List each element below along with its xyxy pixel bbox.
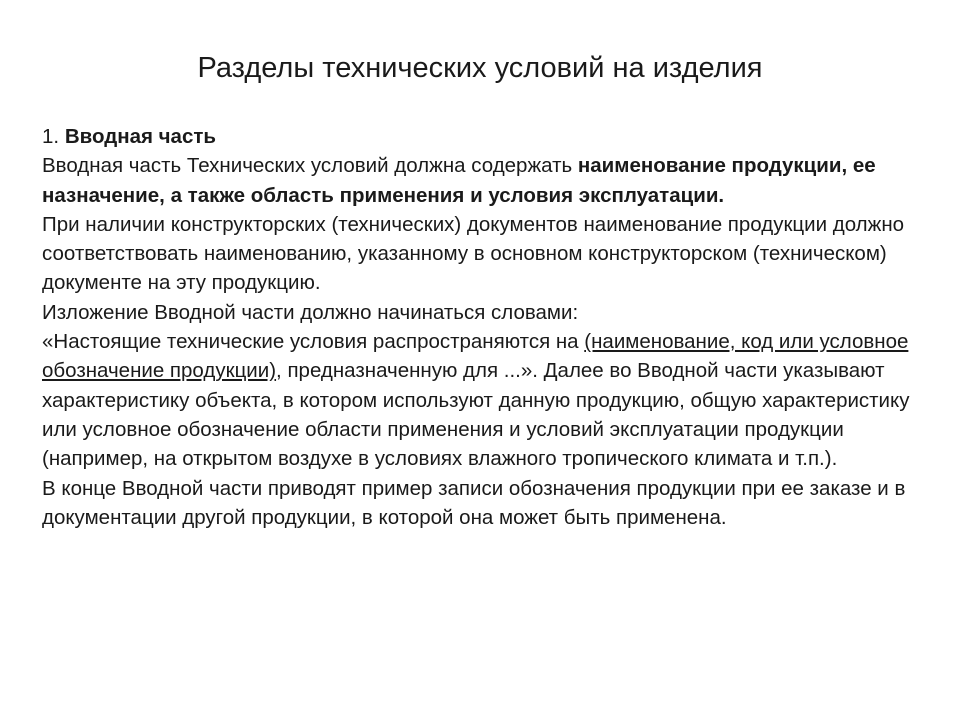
section-number: 1. bbox=[42, 125, 60, 148]
paragraph-quote-end: , предназначенную для ...». Далее во Вводной части указывают характеристику объекта, в котором используют данную продукцию, общую характеристику или условное обозначение области применения и условий эксплуатации продукции (например, на открытом воздухе в условиях влажного тропического климата и т.п.). bbox=[42, 359, 910, 471]
paragraph-quote-underlined: (наименование, код или условное обозначение продукции) bbox=[42, 330, 909, 383]
paragraph-quote bbox=[42, 327, 932, 473]
paragraph-intro-text: Вводная часть Технических условий должна содержать bbox=[42, 154, 578, 178]
paragraph-wording: Изложение Вводной части должно начинаться словами: bbox=[42, 300, 579, 324]
section-heading-text: Вводная часть bbox=[64, 125, 216, 148]
paragraph-intro-bold: наименование продукции, ее назначение, а также область применения и условия эксплуатации. bbox=[42, 154, 876, 207]
paragraph-quote-start: «Настоящие технические условия распространяются на bbox=[42, 330, 585, 354]
slide-body bbox=[42, 122, 932, 532]
slide-title: Разделы технических условий на изделия bbox=[197, 52, 763, 84]
paragraph-example: В конце Вводной части приводят пример записи обозначения продукции при ее заказе и в документации другой продукции, в которой она может быть применена. bbox=[42, 476, 906, 529]
paragraph-intro bbox=[42, 151, 932, 210]
section-heading bbox=[42, 122, 932, 151]
paragraph-documents: При наличии конструкторских (технических) документов наименование продукции должно соответствовать наименованию, указанному в основном конструкторском (техническом) документе на эту продукцию. bbox=[42, 212, 905, 295]
